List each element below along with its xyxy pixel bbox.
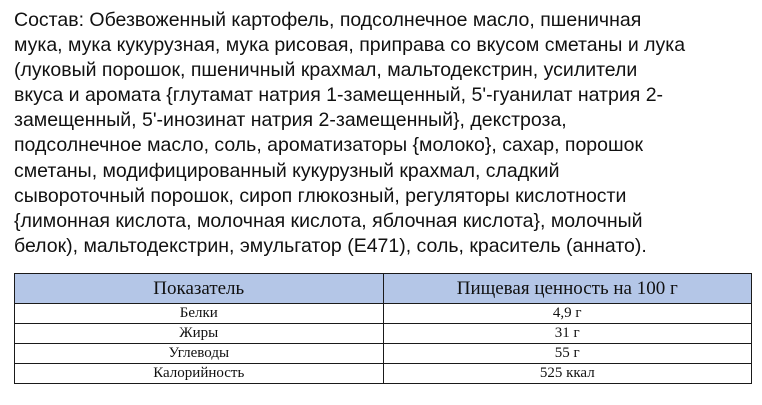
nutrient-name: Жиры bbox=[15, 324, 384, 344]
nutrient-name: Калорийность bbox=[15, 364, 384, 384]
table-row bbox=[15, 324, 752, 344]
nutrient-name: Белки bbox=[15, 304, 384, 324]
ingredients-line: белок), мальтодекстрин, эмульгатор (E471), соль, краситель (аннато). bbox=[14, 234, 647, 257]
table-row bbox=[15, 364, 752, 384]
ingredients-line: сывороточный порошок, сироп глюкозный, регуляторы кислотности bbox=[14, 184, 627, 207]
table-row bbox=[15, 304, 752, 324]
nutrient-value: 4,9 г bbox=[383, 304, 752, 324]
column-header-indicator: Показатель bbox=[15, 274, 384, 304]
nutrient-value: 31 г bbox=[383, 324, 752, 344]
ingredients-line: подсолнечное масло, соль, ароматизаторы {молоко}, сахар, порошок bbox=[14, 134, 644, 157]
column-header-nutritional-value: Пищевая ценность на 100 г bbox=[383, 274, 752, 304]
ingredients-line: вкуса и аромата {глутамат натрия 1-замещенный, 5'-гуанилат натрия 2- bbox=[14, 84, 664, 107]
ingredients-line: замещенный, 5'-инозинат натрия 2-замещенный}, декстроза, bbox=[14, 109, 567, 132]
nutrient-name: Углеводы bbox=[15, 344, 384, 364]
nutrient-value: 55 г bbox=[383, 344, 752, 364]
ingredients-line: Состав: Обезвоженный картофель, подсолнечное масло, пшеничная bbox=[14, 9, 642, 31]
nutrient-value: 525 ккал bbox=[383, 364, 752, 384]
ingredients-line: мука, мука кукурузная, мука рисовая, приправа со вкусом сметаны и лука bbox=[14, 34, 686, 57]
ingredients-line: сметаны, модифицированный кукурузный крахмал, сладкий bbox=[14, 159, 560, 182]
ingredients-line: {лимонная кислота, молочная кислота, яблочная кислота}, молочный bbox=[14, 209, 643, 232]
table-header-row bbox=[15, 274, 752, 304]
table-row bbox=[15, 344, 752, 364]
ingredients-text bbox=[14, 8, 752, 259]
ingredients-line: (луковый порошок, пшеничный крахмал, мальтодекстрин, усилители bbox=[14, 59, 638, 82]
nutrition-table bbox=[14, 273, 752, 384]
